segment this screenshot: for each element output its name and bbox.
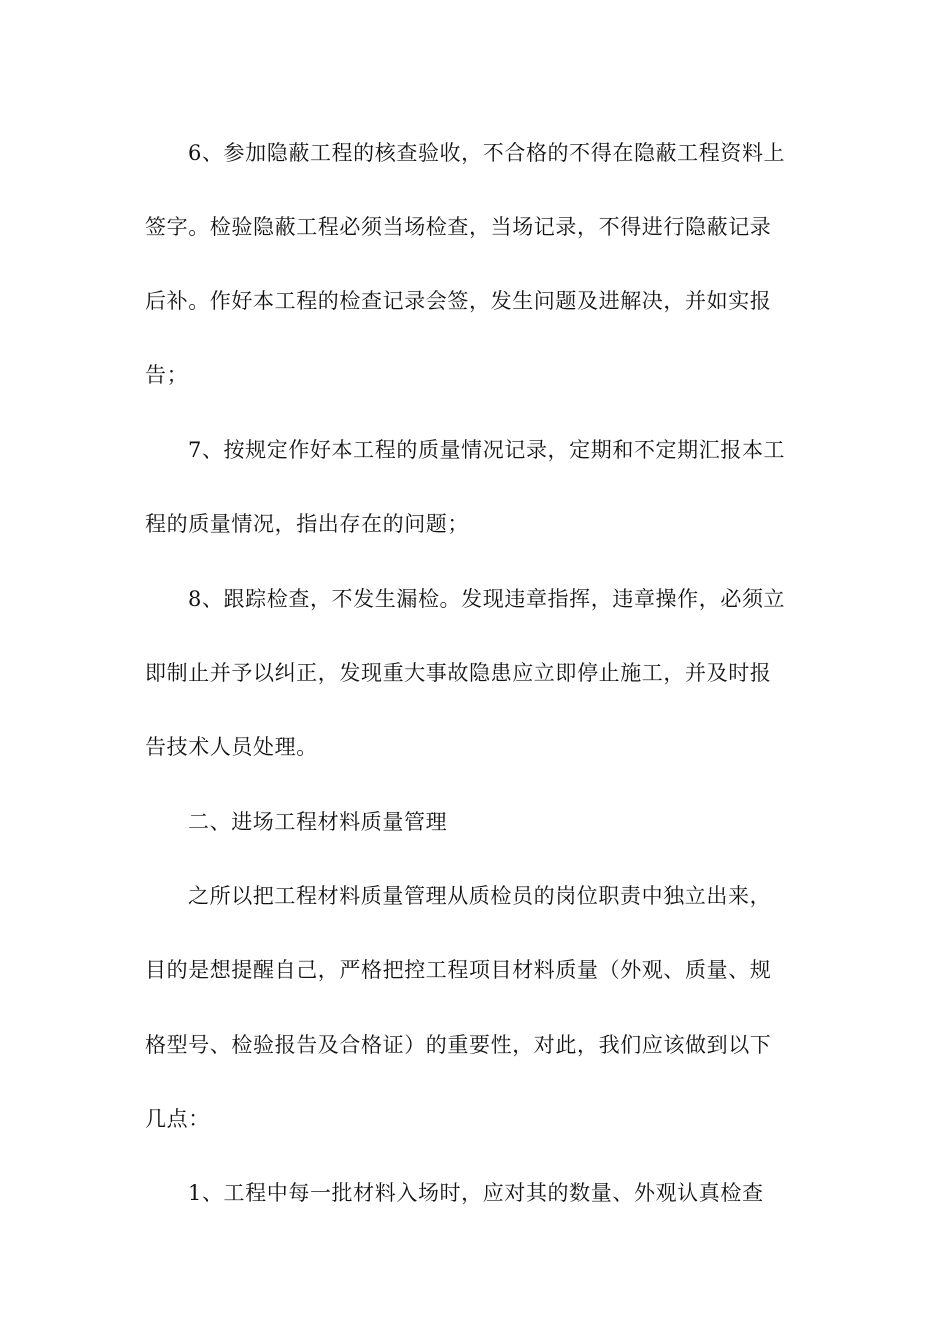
paragraph-line: 8、跟踪检查，不发生漏检。发现违章指挥，违章操作，必须立 <box>188 587 786 611</box>
section-heading: 二、进场工程材料质量管理 <box>188 810 448 834</box>
paragraph-line: 6、参加隐蔽工程的核查验收，不合格的不得在隐蔽工程资料上 <box>188 141 786 165</box>
paragraph-line: 告技术人员处理。 <box>145 735 318 759</box>
paragraph-line: 签字。检验隐蔽工程必须当场检查，当场记录，不得进行隐蔽记录 <box>145 215 772 239</box>
paragraph-line: 7、按规定作好本工程的质量情况记录，定期和不定期汇报本工 <box>188 438 786 462</box>
paragraph-line: 即制止并予以纠正，发现重大事故隐患应立即停止施工，并及时报 <box>145 661 772 685</box>
paragraph-line: 程的质量情况，指出存在的问题； <box>145 512 469 536</box>
paragraph-line: 几点： <box>145 1107 210 1131</box>
paragraph-line: 目的是想提醒自己，严格把控工程项目材料质量（外观、质量、规 <box>145 958 772 982</box>
paragraph-line: 格型号、检验报告及合格证）的重要性，对此，我们应该做到以下 <box>145 1033 772 1057</box>
paragraph-line: 之所以把工程材料质量管理从质检员的岗位职责中独立出来， <box>188 884 772 908</box>
paragraph-line: 告； <box>145 363 189 387</box>
paragraph-line: 后补。作好本工程的检查记录会签，发生问题及进解决，并如实报 <box>145 289 772 313</box>
paragraph-line: 1、工程中每一批材料入场时，应对其的数量、外观认真检查 <box>188 1181 764 1205</box>
